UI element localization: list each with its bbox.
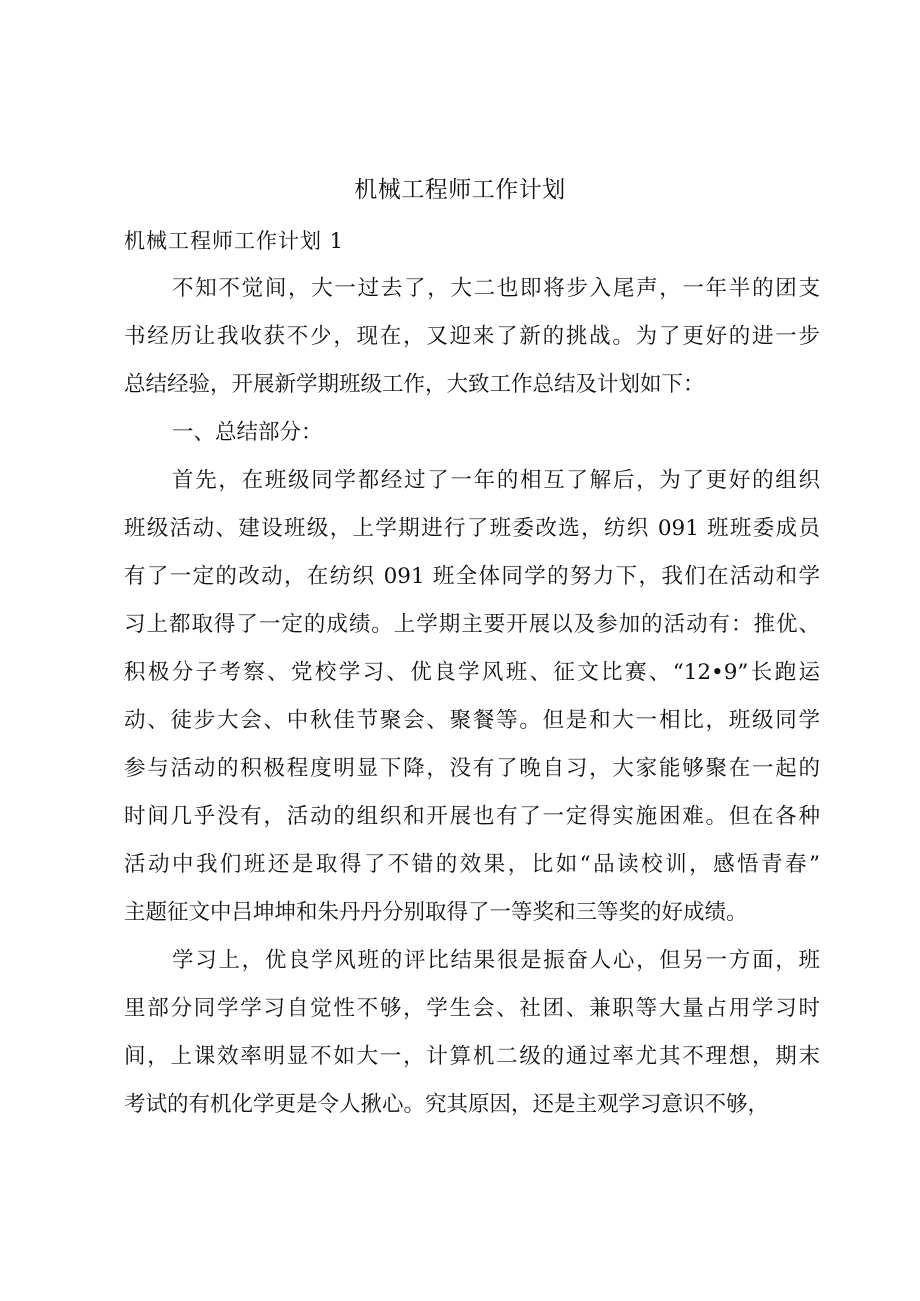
paragraph-1-line-1: 不知不觉间，大一过去了，大二也即将步入尾声，一年半的团支 <box>172 276 820 301</box>
paragraph-2-line-8: 时间几乎没有，活动的组织和开展也有了一定得实施困难。但在各种 <box>124 804 820 829</box>
section-heading: 机械工程师工作计划 1 <box>124 229 345 253</box>
paragraph-3-line-3: 间，上课效率明显不如大一，计算机二级的通过率尤其不理想，期末 <box>124 1044 820 1069</box>
paragraph-1-line-2: 书经历让我收获不少，现在，又迎来了新的挑战。为了更好的进一步 <box>124 324 820 349</box>
paragraph-2-line-4: 习上都取得了一定的成绩。上学期主要开展以及参加的活动有：推优、 <box>124 612 820 637</box>
paragraph-2-line-3: 有了一定的改动，在纺织 091 班全体同学的努力下，我们在活动和学 <box>124 564 820 589</box>
paragraph-2-line-6: 动、徒步大会、中秋佳节聚会、聚餐等。但是和大一相比，班级同学 <box>124 708 820 733</box>
paragraph-2-line-2: 班级活动、建设班级，上学期进行了班委改选，纺织 091 班班委成员 <box>124 516 820 541</box>
paragraph-2-line-10: 主题征文中吕坤坤和朱丹丹分别取得了一等奖和三等奖的好成绩。 <box>124 900 748 925</box>
paragraph-2-line-5: 积极分子考察、党校学习、优良学风班、征文比赛、“12•9”长跑运 <box>124 660 820 685</box>
paragraph-3-line-1: 学习上，优良学风班的评比结果很是振奋人心，但另一方面，班 <box>172 948 820 973</box>
paragraph-2-line-7: 参与活动的积极程度明显下降，没有了晚自习，大家能够聚在一起的 <box>124 756 820 781</box>
paragraph-1-line-3: 总结经验，开展新学期班级工作，大致工作总结及计划如下： <box>124 372 705 397</box>
paragraph-2-line-1: 首先，在班级同学都经过了一年的相互了解后，为了更好的组织 <box>172 468 820 493</box>
document-title: 机械工程师工作计划 <box>354 177 566 203</box>
paragraph-3-line-4: 考试的有机化学更是令人揪心。究其原因，还是主观学习意识不够， <box>124 1092 770 1117</box>
paragraph-2-line-9: 活动中我们班还是取得了不错的效果，比如“品读校训，感悟青春” <box>124 852 820 877</box>
paragraph-3-line-2: 里部分同学学习自觉性不够，学生会、社团、兼职等大量占用学习时 <box>124 996 820 1021</box>
summary-heading: 一、总结部分： <box>172 420 323 445</box>
